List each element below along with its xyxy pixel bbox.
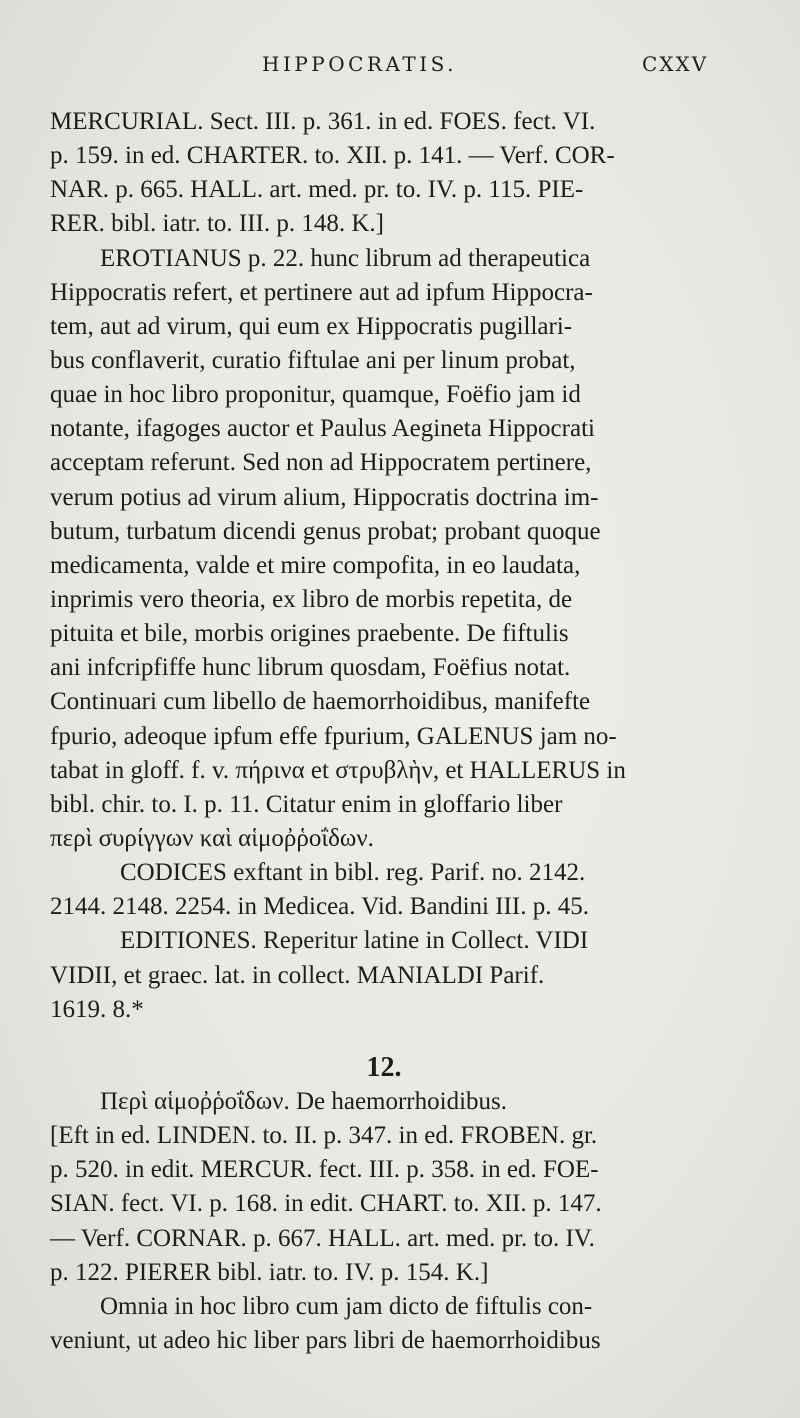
text-line: MERCURIAL. Sect. III. p. 361. in ed. FOES. fect. VI. — [50, 108, 596, 135]
text-line: p. 122. PIERER bibl. iatr. to. IV. p. 154. K.] — [50, 1258, 489, 1286]
section-gap — [50, 1027, 738, 1051]
text-line: medicamenta, valde et mire compofita, in eo laudata, — [50, 551, 581, 579]
text-line: EROTIANUS p. 22. hunc librum ad therapeutica — [100, 244, 591, 272]
text-line: SIAN. fect. VI. p. 168. in edit. CHART. to. XII. p. 147. — [50, 1190, 602, 1218]
text-line: tem, aut ad virum, qui eum ex Hippocratis pugillari- — [50, 312, 573, 340]
text-line: περὶ συρίγγων καὶ αἱμοῤῥοΐδων. — [50, 824, 374, 852]
text-line: tabat in gloff. f. v. πήρινα et στρυβλὴν, et HALLERUS in — [50, 756, 626, 784]
text-line: p. 520. in edit. MERCUR. fect. III. p. 358. in ed. FOE- — [50, 1156, 599, 1184]
running-title: HIPPOCRATIS. — [262, 52, 457, 76]
text-line: VIDII, et graec. lat. in collect. MANIALDI Parif. — [50, 961, 545, 989]
text-line: Continuari cum libello de haemorrhoidibus, manifefte — [50, 688, 591, 716]
text-line: Hippocratis refert, et pertinere aut ad ipfum Hippocra- — [50, 278, 593, 306]
text-line: ani infcripfiffe hunc librum quosdam, Foëfius notat. — [50, 654, 571, 682]
text-line: Omnia in hoc libro cum jam dicto de fiftulis con- — [100, 1292, 593, 1320]
text-line: butum, turbatum dicendi genus probat; probant quoque — [50, 517, 601, 545]
text-line: fpurio, adeoque ipfum effe fpurium, GALENUS jam no- — [50, 722, 617, 750]
text-line: EDITIONES. Reperitur latine in Collect. VIDI — [120, 927, 589, 955]
text-line: inprimis vero theoria, ex libro de morbis repetita, de — [50, 585, 573, 613]
text-line: CODICES exftant in bibl. reg. Parif. no. 2142. — [120, 859, 586, 887]
text-line: NAR. p. 665. HALL. art. med. pr. to. IV. p. 115. PIE- — [50, 176, 584, 204]
body-text — [50, 105, 738, 1358]
section-number: 12. — [366, 1051, 402, 1083]
text-line: pituita et bile, morbis origines praebente. De fiftulis — [50, 620, 569, 648]
text-line: bus conflaverit, curatio fiftulae ani per linum probat, — [50, 346, 576, 374]
text-line: RER. bibl. iatr. to. III. p. 148. K.] — [50, 210, 384, 238]
text-line: p. 159. in ed. CHARTER. to. XII. p. 141. — Verf. COR- — [50, 142, 615, 170]
text-line: verum potius ad virum alium, Hippocratis doctrina im- — [50, 483, 599, 511]
text-line: acceptam referunt. Sed non ad Hippocratem pertinere, — [50, 449, 592, 477]
text-line: 1619. 8.* — [50, 995, 144, 1023]
text-line: — Verf. CORNAR. p. 667. HALL. art. med. pr. to. IV. — [50, 1224, 595, 1252]
section-title: Περὶ αἱμοῤῥοΐδων. De haemorrhoidibus. — [100, 1087, 508, 1115]
page-number: CXXV — [642, 52, 709, 76]
text-line: veniunt, ut adeo hic liber pars libri de haemorrhoidibus — [50, 1326, 601, 1354]
text-line: 2144. 2148. 2254. in Medicea. Vid. Bandini III. p. 45. — [50, 893, 589, 921]
text-line: bibl. chir. to. I. p. 11. Citatur enim in gloffario liber — [50, 790, 563, 818]
text-line: [Eft in ed. LINDEN. to. II. p. 347. in ed. FROBEN. gr. — [50, 1122, 598, 1150]
text-line: quae in hoc libro proponitur, quamque, Foëfio jam id — [50, 381, 581, 409]
text-line: notante, ifagoges auctor et Paulus Aegineta Hippocrati — [50, 415, 595, 443]
